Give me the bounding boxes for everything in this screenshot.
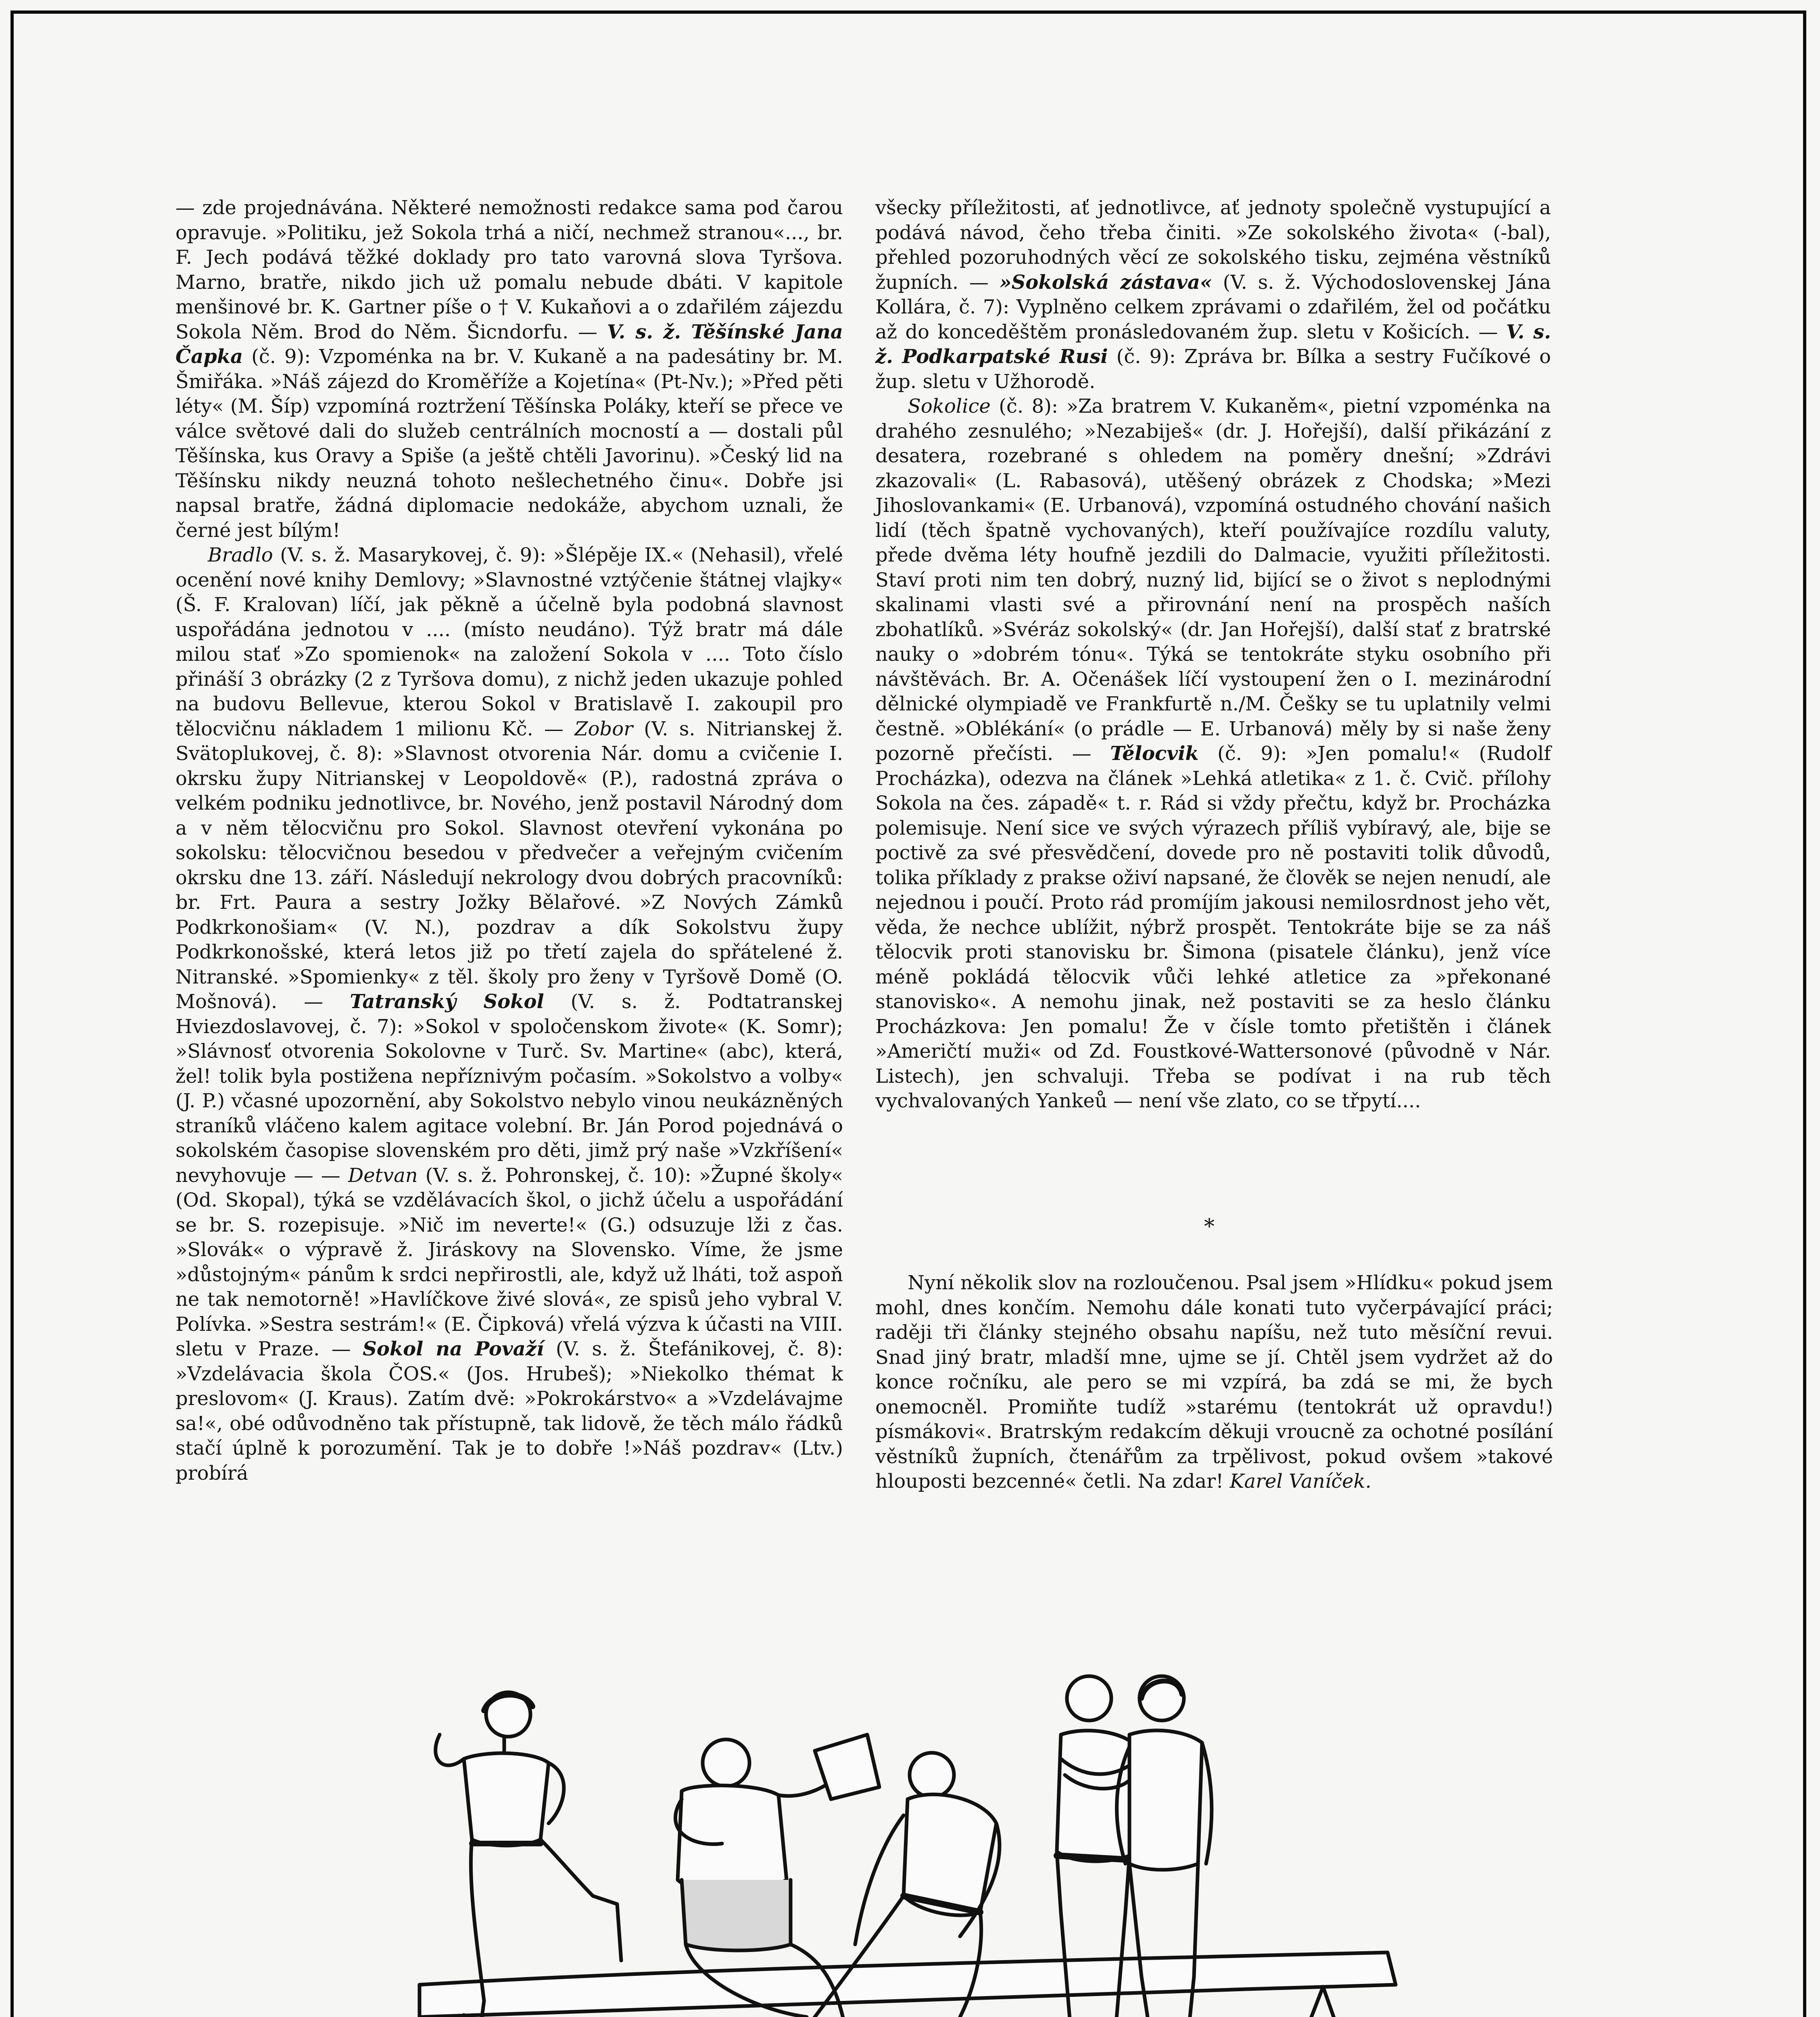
right-paragraph-2: Sokolice (č. 8): »Za bratrem V. Kukaněm«, pietní vzpoménka na drahého zesnulého; »Nezabiješ« (dr. J. Hořejší), další přikázání z desatera, rozebrané s ohledem na poměry dnešní; »Zdrávi zkazovali« (L. Rabasová), utěšený obrázek z Chodska; »Mezi Jihoslovankami« (E. Urbanová), vzpomíná ostudného chování našich lidí (těch špatně vychovaných), kteří používajíce rozdílu valuty, přede dvěma léty houfně jezdili do Dalmacie, využiti příležitosti. Staví proti nim ten dobrý, nuzný lid, bijící se o život s neplodnými skalinami vlasti své a přirovnání není na prospěch naších zbohatlíků. »Svéráz sokolský« (dr. Jan Hořejší), další stať z bratrské nauky o »dobrém tónu«. Týká se tentokráte styku osobního při návštěvách. Br. A. Očenášek líčí vystoupení žen o I. mezinárodní dělnické olympiadě ve Frankfurtě n./M. Češky se tu uplatnily velmi čestně. »Oblékání« (o prádle — E. Urbanová) měly by si naše ženy pozorně přečísti. — Tělocvik (č. 9): »Jen pomalu!« (Rudolf Procházka), odezva na článek »Lehká atletika« z 1. č. Cvič. přílohy Sokola na čes. západě« t. r. Rád si vždy přečtu, když br. Procházka polemisuje. Není sice ve svých výrazech příliš vybíravý, ale, bije se poctivě za své přesvědčení, dovede pro ně postaviti tolik důvodů, tolika příklady z prakse oživí napsané, že člověk se nejen nenudí, ale nejednou i poučí. Proto rád promíjím jakousi nemilosrdnost jeho vět, věda, že nechce ublížit, nýbrž prospět. Tentokráte bije se za náš tělocvik proti stanovisku br. Šimona (pisatele článku), jenž více méně pokládá tělocvik vůči lehké atletice za »překonané stanovisko«. A nemohu jinak, než postaviti se za heslo článku Procházkova: Jen pomalu! Že v čísle tomto přetištěn i článek »Američtí muži« od Zd. Foustkové-Wattersonové (původně v Nár. Listech), jen schvaluji. Třeba se podívat i na rub těch vychvalovaných Yankeů — není vše zlato, co se třpytí.... <box>875 395 1551 1112</box>
author-signature: Karel Vaníček. <box>1229 1470 1371 1493</box>
gymnasts-resting-on-bench-illustration <box>403 1654 1420 2017</box>
standing-gymnast-left <box>436 1692 621 2017</box>
farewell-paragraph: Nyní několik slov na rozloučenou. Psal jsem »Hlídku« pokud jsem mohl, dnes končím. Nemohu dále konati tuto vyčerpávající práci; raději tři články stejného obsahu napíšu, než tuto měsíční revui. Snad jiný bratr, mladší mne, ujme se jí. Chtěl jsem vydržet až do konce ročníku, ale pero se mi vzpírá, ba zdá se mi, že bych onemocněl. Promiňte tudíž »starému (tentokrát už opravdu!) písmákovi«. Bratrským redakcím děkuji vroucně za ochotné posílání věstníků župních, čtenářům za trpělivost, pokud ovšem »takové hlouposti bezcenné« četli. Na zdar! Karel Vaníček. <box>875 1272 1553 1493</box>
left-paragraph-2: Bradlo (V. s. ž. Masarykovej, č. 9): »Šlépěje IX.« (Nehasil), vřelé ocenění nové knihy Demlovy; »Slavnostné vztýčenie štátnej vlajky« (Š. F. Kralovan) líčí, jak pěkně a účelně byla podobná slavnost uspořádána jednotou v .... (místo neudáno). Týž bratr má dále milou stať »Zo spomienok« na založení Sokola v .... Toto číslo přináší 3 obrázky (2 z Tyršova domu), z nichž jeden ukazuje pohled na budovu Bellevue, kterou Sokol v Bratislavě I. zakoupil pro tělocvičnu nákladem 1 milionu Kč. — Zobor (V. s. Nitrianskej ž. Svätoplukovej, č. 8): »Slavnost otvorenia Nár. domu a cvičenie I. okrsku župy Nitrianskej v Leopoldově« (P.), radostná zpráva o velkém podniku jednotlivce, br. Nového, jenž postavil Národný dom a v něm tělocvičnu pro Sokol. Slavnost otevření vykonána po sokolsku: tělocvičnou besedou v předvečer a veřejným cvičením okrsku dne 13. září. Následují nekrology dvou dobrých pracovníků: br. Frt. Paura a sestry Jožky Bělařové. »Z Nových Zámků Podkrkonošiam« (V. N.), pozdrav a dík Sokolstvu župy Podkrkonošské, která letos již po třetí zajela do spřátelené ž. Nitranské. »Spomienky« z těl. školy pro ženy v Tyršově Domě (O. Mošnová). — Tatranský Sokol (V. s. ž. Podtatranskej Hviezdoslavovej, č. 7): »Sokol v spoločenskom živote« (K. Somr); »Slávnosť otvorenia Sokolovne v Turč. Sv. Martine« (abc), která, žel! tolik byla postižena nepříznivým počasím. »Sokolstvo a volby« (J. P.) včasné upozornění, aby Sokolstvo nebylo vinou neukázněných straníků vláčeno kalem agitace volební. Br. Ján Porod pojednává o sokolském časopise slovenském pro děti, jimž prý naše »Vzkříšení« nevyhovuje — — Detvan (V. s. ž. Pohronskej, č. 10): »Župné školy« (Od. Skopal), týká se vzdělávacích škol, o jichž účelu a uspořádání se br. S. rozepisuje. »Nič im neverte!« (G.) odsuzuje lži z čas. »Slovák« o výpravě ž. Jiráskovy na Slovensko. Víme, že jsme »důstojným« pánům k srdci nepřirostli, ale, když už lháti, tož aspoň ne tak nemotorně! »Havlíčkove živé slová«, ze spisů jeho vybral V. Polívka. »Sestra sestrám!« (E. Čipková) vřelá výzva k účasti na VIII. sletu v Praze. — Sokol na Považí (V. s. ž. Štefánikovej, č. 8): »Vzdelávacia škola ČOS.« (Jos. Hrubeš); »Niekolko thémat k preslovom« (J. Kraus). Zatím dvě: »Pokrokárstvo« a »Vzdelávajme sa!«, obé odůvodněno tak přístupně, tak lidově, že těch málo řádků stačí úplně k porozumění. Tak je to dobře !»Náš pozdrav« (Ltv.) probírá <box>175 544 843 1485</box>
section-separator: * <box>1204 1215 1215 1239</box>
bench <box>420 1952 1396 2017</box>
left-paragraph-1: — zde projednávána. Některé nemožnosti redakce sama pod čarou opravuje. »Politiku, jež Sokola trhá a ničí, nechmež stranou«..., br. F. Jech podává těžké doklady pro tato varovná slova Tyršova. Marno, bratře, nikdo jich už pomalu nebude dbáti. V kapitole menšinové br. K. Gartner píše o † V. Kukaňovi a o zdařilém zájezdu Sokola Něm. Brod do Něm. Šicndorfu. — V. s. ž. Těšínské Jana Čapka (č. 9): Vzpoménka na br. V. Kukaně a na padesátiny br. M. Šmiřáka. »Náš zájezd do Kroměříže a Kojetína« (Pt-Nv.); »Před pěti léty« (M. Šíp) vzpomíná roztržení Těšínska Poláky, kteří se přece ve válce světové dali do služeb centrálních mocností a — dostali půl Těšínska, kus Oravy a Spiše (a ještě chtěli Javorinu). »Český lid na Těšínsku nikdy neuzná tohoto nešlechetného činu«. Dobře jsi napsal bratře, žádná diplomacie nedokáže, abychom uznali, že černé jest bílým! <box>175 196 843 542</box>
left-column <box>175 196 843 1486</box>
right-column <box>875 196 1551 1114</box>
bench-leg-right <box>1279 1987 1363 2017</box>
right-paragraph-1: všecky příležitosti, ať jednotlivce, ať jednoty společně vystupující a podává návod, čeho třeba činiti. »Ze sokolského života« (-bal), přehled pozoruhodných věcí ze sokolského tisku, zejména věstníků župních. — »Sokolská zástava« (V. s. ž. Východoslovenskej Jána Kollára, č. 7): Vyplněno celkem zprávami o zdařilém, žel od počátku až do konceděštěm pronásledovaném žup. sletu v Košicích. — V. s. ž. Podkarpatské Rusi (č. 9): Zpráva br. Bílka a sestry Fučíkové o žup. sletu v Užhorodě. <box>875 196 1551 393</box>
